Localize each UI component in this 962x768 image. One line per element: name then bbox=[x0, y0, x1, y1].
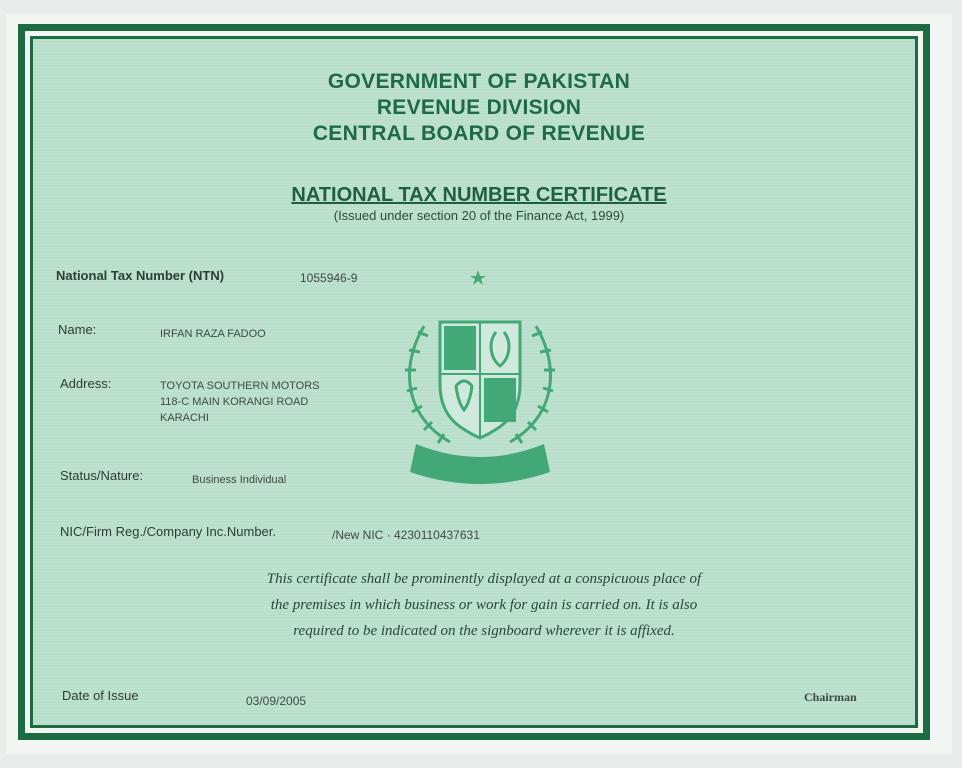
ntn-value: 1055946-9 bbox=[300, 271, 358, 285]
certificate-body bbox=[44, 46, 914, 724]
state-emblem-of-pakistan-icon bbox=[390, 266, 570, 492]
header-government: GOVERNMENT OF PAKISTAN bbox=[327, 70, 631, 93]
name-value: IRFAN RAZA FADOO bbox=[160, 328, 266, 340]
name-label: Name: bbox=[58, 322, 97, 337]
display-notice bbox=[204, 566, 764, 644]
date-of-issue-label: Date of Issue bbox=[62, 688, 139, 703]
header-board: CENTRAL BOARD OF REVENUE bbox=[312, 122, 646, 145]
nic-value: /New NIC · 4230110437631 bbox=[332, 528, 480, 542]
address-line-1: TOYOTA SOUTHERN MOTORS bbox=[160, 380, 320, 392]
address-line-3: KARACHI bbox=[160, 412, 209, 424]
status-value: Business Individual bbox=[192, 474, 287, 486]
address-label: Address: bbox=[60, 376, 112, 391]
notice-line-1: This certificate shall be prominently displayed at a conspicuous place of bbox=[266, 571, 702, 587]
header-division: REVENUE DIVISION bbox=[376, 96, 582, 119]
nic-label: NIC/Firm Reg./Company Inc.Number. bbox=[60, 524, 277, 539]
chairman-signature-title: Chairman bbox=[804, 690, 857, 704]
notice-line-3: required to be indicated on the signboard wherever it is affixed. bbox=[293, 623, 675, 639]
ntn-label: National Tax Number (NTN) bbox=[56, 268, 225, 283]
notice-line-2: the premises in which business or work for gain is carried on. It is also bbox=[270, 597, 698, 613]
certificate-title: NATIONAL TAX NUMBER CERTIFICATE bbox=[291, 184, 667, 206]
address-line-2: 118-C MAIN KORANGI ROAD bbox=[160, 396, 309, 408]
status-label: Status/Nature: bbox=[60, 468, 144, 483]
date-of-issue-value: 03/09/2005 bbox=[246, 694, 307, 708]
certificate-subtitle: (Issued under section 20 of the Finance Act, 1999) bbox=[333, 208, 625, 223]
